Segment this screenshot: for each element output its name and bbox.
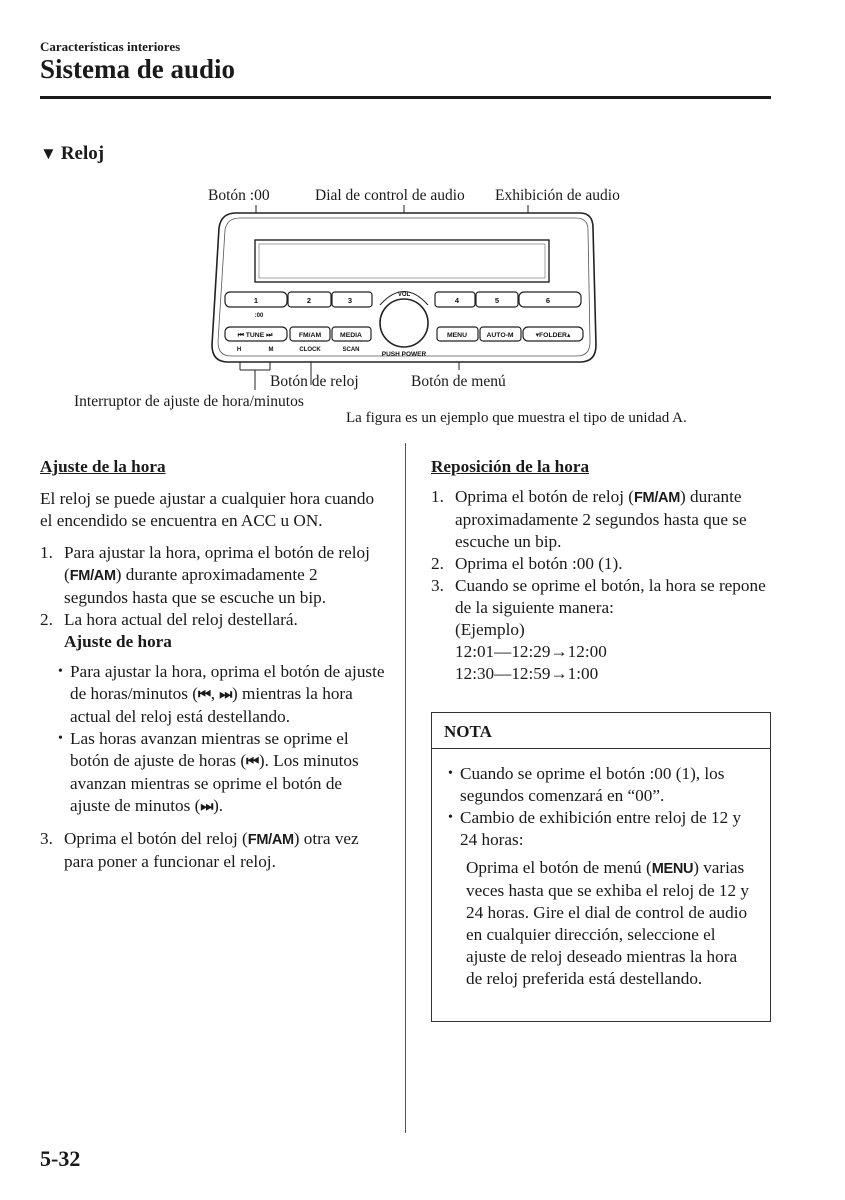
nota-title: NOTA — [432, 713, 770, 749]
figure-caption: La figura es un ejemplo que muestra el tipo de unidad A. — [346, 410, 687, 426]
nota-bullet-1: • Cuando se oprime el botón :00 (1), los segundos comenzará en “00”. — [448, 764, 725, 805]
prev-key-icon: ⏮ — [246, 754, 259, 770]
right-step-1: 1. Oprima el botón de reloj (FM/AM) durante aproximadamente 2 segundos hasta que se escuche un bip. — [431, 487, 747, 551]
triangle-marker-icon: ▼ — [40, 144, 57, 163]
media-label: MEDIA — [340, 332, 362, 339]
scan-sub-label: SCAN — [342, 347, 360, 353]
folder-label: ▾FOLDER▴ — [535, 332, 571, 339]
right-column — [431, 456, 776, 685]
right-step-2: 2. Oprima el botón :00 (1). — [431, 554, 623, 573]
preset-label-3: 3 — [347, 296, 353, 305]
fmam-key: FM/AM — [247, 832, 294, 848]
page-number: 5-32 — [40, 1146, 81, 1171]
tune-m-label: M — [268, 347, 274, 353]
nota-bullet-2: • Cambio de exhibición entre reloj de 12 y 24 horas: — [448, 808, 742, 849]
left-step-2-sub: Ajuste de hora — [64, 632, 172, 651]
preset-label-4: 4 — [454, 296, 460, 305]
callout-clock-button: Botón de reloj — [270, 373, 359, 390]
preset-label-5: 5 — [494, 296, 500, 305]
example-line-1: 12:01—12:29→12:00 — [455, 642, 607, 661]
tune-h-label: H — [236, 347, 242, 353]
menu-key: MENU — [651, 861, 694, 877]
preset-label-6: 6 — [545, 296, 551, 305]
left-step-2: 2. La hora actual del reloj destellará. Ajuste de hora — [40, 610, 298, 651]
right-steps — [431, 486, 776, 685]
fmam-key: FM/AM — [633, 490, 680, 506]
example-line-2: 12:30—12:59→1:00 — [455, 664, 599, 683]
right-heading: Reposición de la hora — [431, 457, 590, 476]
column-divider — [405, 443, 406, 1133]
left-column — [40, 456, 385, 873]
left-heading: Ajuste de la hora — [40, 457, 166, 476]
fmam-label: FM/AM — [298, 332, 322, 339]
nota-box — [431, 712, 771, 1022]
audio-control-dial — [380, 299, 428, 347]
left-step-1: 1. Para ajustar la hora, oprima el botón de reloj (FM/AM) durante aproximadamente 2 segundos hasta que se escuche un bip. — [40, 543, 370, 607]
preset-label-1: 1 — [253, 296, 259, 305]
left-bullet-2: • Las horas avanzan mientras se oprime el botón de ajuste de horas (⏮). Los minutos avanzan mientras se oprime el botón de ajuste de minutos (⏭). — [58, 729, 359, 815]
preset-label-2: 2 — [306, 296, 312, 305]
callout-hour-minute-switch: Interruptor de ajuste de hora/minutos — [74, 393, 304, 410]
preset1-sub-label: :00 — [254, 313, 264, 319]
next-key-icon: ⏭ — [200, 799, 214, 815]
section-label: Características interiores — [40, 39, 181, 54]
right-step-3: 3. Cuando se oprime el botón, la hora se repone de la siguiente manera: (Ejemplo) 12:01—12:29→12:00 12:30—12:59→1:00 — [431, 576, 766, 683]
clock-sub-label: CLOCK — [299, 347, 321, 353]
left-bullets — [58, 661, 385, 818]
page-title: Sistema de audio — [40, 54, 236, 84]
auto-m-label: AUTO-M — [486, 332, 514, 339]
audio-unit-diagram — [0, 0, 845, 440]
tune-label: ⏮ TUNE ⏭ — [237, 332, 273, 339]
vol-label: VOL — [397, 292, 411, 298]
fmam-key: FM/AM — [69, 568, 116, 584]
example-label: (Ejemplo) — [455, 620, 525, 639]
prev-key-icon: ⏮ — [197, 687, 211, 703]
left-step-3: 3. Oprima el botón del reloj (FM/AM) otra vez para poner a funcionar el reloj. — [40, 829, 359, 871]
audio-display — [255, 240, 549, 282]
left-steps-cont — [40, 828, 385, 873]
left-bullet-1: • Para ajustar la hora, oprima el botón de ajuste de horas/minutos (⏮, ⏭) mientras la hora actual del reloj está destellando. — [58, 662, 385, 726]
nota-bullets — [448, 763, 756, 851]
callout-button-00: Botón :00 — [208, 187, 270, 204]
callout-menu-button: Botón de menú — [411, 373, 506, 390]
nota-paragraph: Oprima el botón de menú (MENU) varias veces hasta que se exhiba el reloj de 12 y 24 horas. Gire el dial de control de audio en cualquier dirección, seleccione el ajuste de reloj deseado mientras la hora de reloj preferida está destellando. — [466, 858, 750, 988]
callout-audio-dial: Dial de control de audio — [315, 187, 465, 204]
callout-audio-display: Exhibición de audio — [495, 187, 620, 204]
menu-label: MENU — [446, 332, 468, 339]
push-power-label: PUSH POWER — [381, 351, 427, 358]
next-key-icon: ⏭ — [219, 687, 233, 703]
subsection-title: Reloj — [60, 143, 105, 164]
left-steps — [40, 542, 385, 653]
left-intro: El reloj se puede ajustar a cualquier hora cuando el encendido se encuentra en ACC u ON. — [40, 489, 375, 530]
